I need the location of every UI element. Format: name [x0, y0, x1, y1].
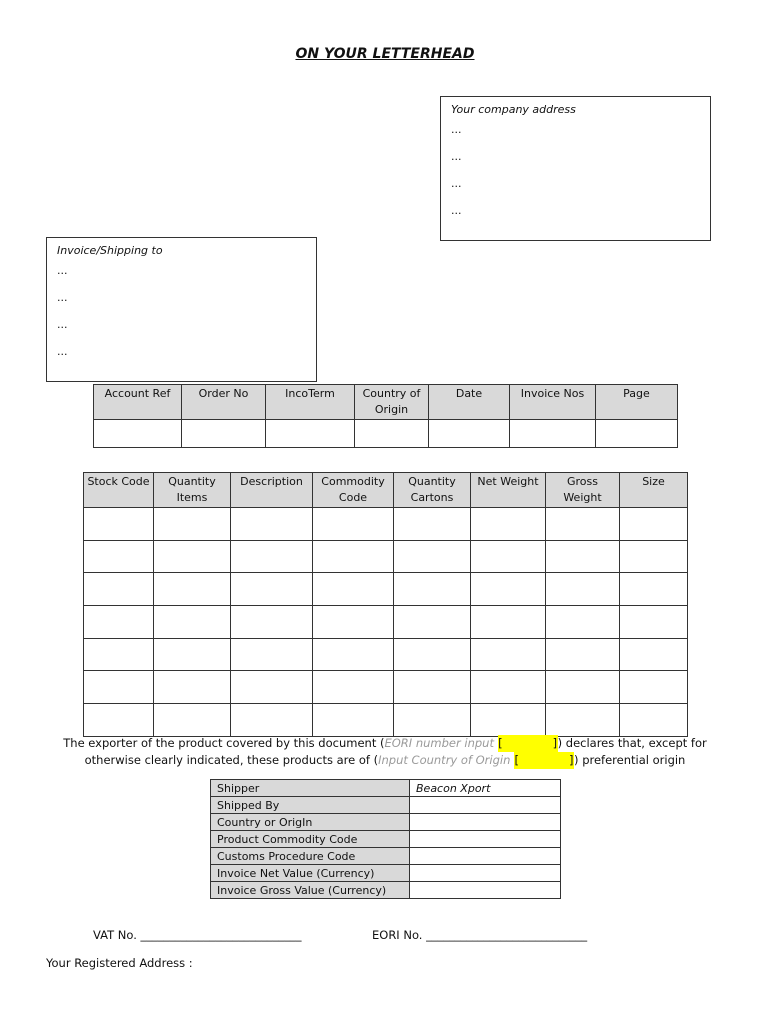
ref-header: Account Ref: [94, 385, 182, 420]
item-cell[interactable]: [546, 573, 620, 606]
item-cell[interactable]: [313, 540, 394, 573]
shipper-value[interactable]: [410, 831, 561, 848]
item-cell[interactable]: [231, 508, 313, 541]
origin-declaration: [40, 735, 730, 769]
item-cell[interactable]: [394, 606, 471, 639]
table-row: [211, 882, 561, 899]
declaration-text: The exporter of the product covered by this document (: [63, 736, 385, 750]
item-cell[interactable]: [620, 638, 688, 671]
item-cell[interactable]: [394, 540, 471, 573]
shipper-value[interactable]: [410, 882, 561, 899]
ref-cell[interactable]: [266, 420, 355, 448]
item-cell[interactable]: [313, 573, 394, 606]
item-cell[interactable]: [84, 573, 154, 606]
shipper-label: Product Commodity Code: [211, 831, 410, 848]
table-row: [211, 814, 561, 831]
declaration-text: ) declares that, except for: [557, 736, 707, 750]
item-cell[interactable]: [313, 671, 394, 704]
table-row: [84, 638, 688, 671]
shipper-value[interactable]: [410, 814, 561, 831]
table-row: [84, 540, 688, 573]
item-cell[interactable]: [471, 671, 546, 704]
ref-cell[interactable]: [510, 420, 596, 448]
shipper-label: Shipper: [211, 780, 410, 797]
invoice-shipping-box: [46, 237, 317, 382]
ref-header: Country of Origin: [355, 385, 429, 420]
company-address-line: ...: [451, 150, 462, 163]
item-cell[interactable]: [154, 671, 231, 704]
shipper-label: Shipped By: [211, 797, 410, 814]
origin-input[interactable]: [514, 752, 574, 769]
item-cell[interactable]: [154, 606, 231, 639]
item-cell[interactable]: [231, 606, 313, 639]
ref-cell[interactable]: [94, 420, 182, 448]
company-address-line: ...: [451, 177, 462, 190]
reference-table: [93, 384, 678, 448]
item-cell[interactable]: [471, 704, 546, 737]
item-cell[interactable]: [394, 573, 471, 606]
shipper-label: Invoice Gross Value (Currency): [211, 882, 410, 899]
items-header: Stock Code: [84, 473, 154, 508]
item-cell[interactable]: [84, 606, 154, 639]
shipper-label: Invoice Net Value (Currency): [211, 865, 410, 882]
shipper-value[interactable]: [410, 797, 561, 814]
bracket-open: [: [514, 753, 520, 767]
item-cell[interactable]: [394, 671, 471, 704]
shipper-value[interactable]: [410, 848, 561, 865]
table-row: [211, 780, 561, 797]
eori-placeholder: EORI number input: [384, 736, 494, 750]
item-cell[interactable]: [620, 573, 688, 606]
item-cell[interactable]: [154, 704, 231, 737]
company-address-box: [440, 96, 711, 241]
company-address-heading: Your company address: [451, 103, 576, 116]
declaration-text: ) preferential origin: [574, 753, 686, 767]
items-header: Description: [231, 473, 313, 508]
item-cell[interactable]: [471, 540, 546, 573]
page-title: ON YOUR LETTERHEAD: [295, 46, 475, 62]
bracket-close: ]: [569, 753, 574, 767]
item-cell[interactable]: [471, 638, 546, 671]
item-cell[interactable]: [471, 508, 546, 541]
items-header: Quantity Cartons: [394, 473, 471, 508]
bracket-close: ]: [552, 736, 558, 750]
table-row: [211, 831, 561, 848]
declaration-text: otherwise clearly indicated, these products are of (: [84, 753, 379, 767]
item-cell[interactable]: [620, 606, 688, 639]
item-cell[interactable]: [154, 638, 231, 671]
table-row: [84, 606, 688, 639]
table-row: [84, 508, 688, 541]
items-header: Net Weight: [471, 473, 546, 508]
bracket-open: [: [498, 736, 503, 750]
item-cell[interactable]: [313, 508, 394, 541]
shipper-value[interactable]: Beacon Xport: [410, 780, 561, 797]
item-cell[interactable]: [231, 540, 313, 573]
items-header: Gross Weight: [546, 473, 620, 508]
items-table: [83, 472, 688, 737]
ref-cell[interactable]: [182, 420, 266, 448]
company-address-line: ...: [451, 123, 462, 136]
invoice-shipping-line: ...: [57, 318, 68, 331]
item-cell[interactable]: [546, 606, 620, 639]
item-cell[interactable]: [620, 671, 688, 704]
table-row: [211, 848, 561, 865]
item-cell[interactable]: [546, 671, 620, 704]
item-cell[interactable]: [394, 508, 471, 541]
item-cell[interactable]: [231, 638, 313, 671]
ref-header: IncoTerm: [266, 385, 355, 420]
table-row: [211, 797, 561, 814]
item-cell[interactable]: [546, 704, 620, 737]
item-cell[interactable]: [231, 704, 313, 737]
table-row: [84, 573, 688, 606]
items-header: Size: [620, 473, 688, 508]
shipper-label: Customs Procedure Code: [211, 848, 410, 865]
item-cell[interactable]: [84, 508, 154, 541]
item-cell[interactable]: [313, 704, 394, 737]
ref-cell[interactable]: [429, 420, 510, 448]
item-cell[interactable]: [313, 638, 394, 671]
item-cell[interactable]: [394, 638, 471, 671]
eori-number: EORI No. ____________________________: [372, 928, 588, 942]
item-cell[interactable]: [620, 704, 688, 737]
items-header: Commodity Code: [313, 473, 394, 508]
invoice-shipping-line: ...: [57, 291, 68, 304]
ref-header: Order No: [182, 385, 266, 420]
table-row: [84, 671, 688, 704]
item-cell[interactable]: [84, 638, 154, 671]
items-header: Quantity Items: [154, 473, 231, 508]
item-cell[interactable]: [154, 573, 231, 606]
item-cell[interactable]: [471, 573, 546, 606]
item-cell[interactable]: [620, 508, 688, 541]
table-row: [211, 865, 561, 882]
item-cell[interactable]: [313, 606, 394, 639]
shipper-value[interactable]: [410, 865, 561, 882]
shipper-table: [210, 779, 561, 899]
invoice-shipping-line: ...: [57, 345, 68, 358]
item-cell[interactable]: [546, 540, 620, 573]
item-cell[interactable]: [84, 671, 154, 704]
item-cell[interactable]: [231, 573, 313, 606]
item-cell[interactable]: [231, 671, 313, 704]
registered-address: Your Registered Address :: [46, 956, 193, 970]
origin-placeholder: Input Country of Origin: [378, 753, 511, 767]
vat-number: VAT No. ____________________________: [93, 928, 302, 942]
shipper-label: Country or OrigIn: [211, 814, 410, 831]
item-cell[interactable]: [546, 508, 620, 541]
table-row: [84, 704, 688, 737]
eori-input[interactable]: [498, 735, 558, 752]
item-cell[interactable]: [394, 704, 471, 737]
ref-header: Page: [596, 385, 678, 420]
item-cell[interactable]: [154, 508, 231, 541]
ref-header: Invoice Nos: [510, 385, 596, 420]
ref-cell[interactable]: [355, 420, 429, 448]
invoice-shipping-line: ...: [57, 264, 68, 277]
item-cell[interactable]: [620, 540, 688, 573]
item-cell[interactable]: [546, 638, 620, 671]
ref-header: Date: [429, 385, 510, 420]
invoice-shipping-heading: Invoice/Shipping to: [57, 244, 163, 257]
item-cell[interactable]: [84, 540, 154, 573]
item-cell[interactable]: [471, 606, 546, 639]
company-address-line: ...: [451, 204, 462, 217]
item-cell[interactable]: [84, 704, 154, 737]
item-cell[interactable]: [154, 540, 231, 573]
ref-cell[interactable]: [596, 420, 678, 448]
